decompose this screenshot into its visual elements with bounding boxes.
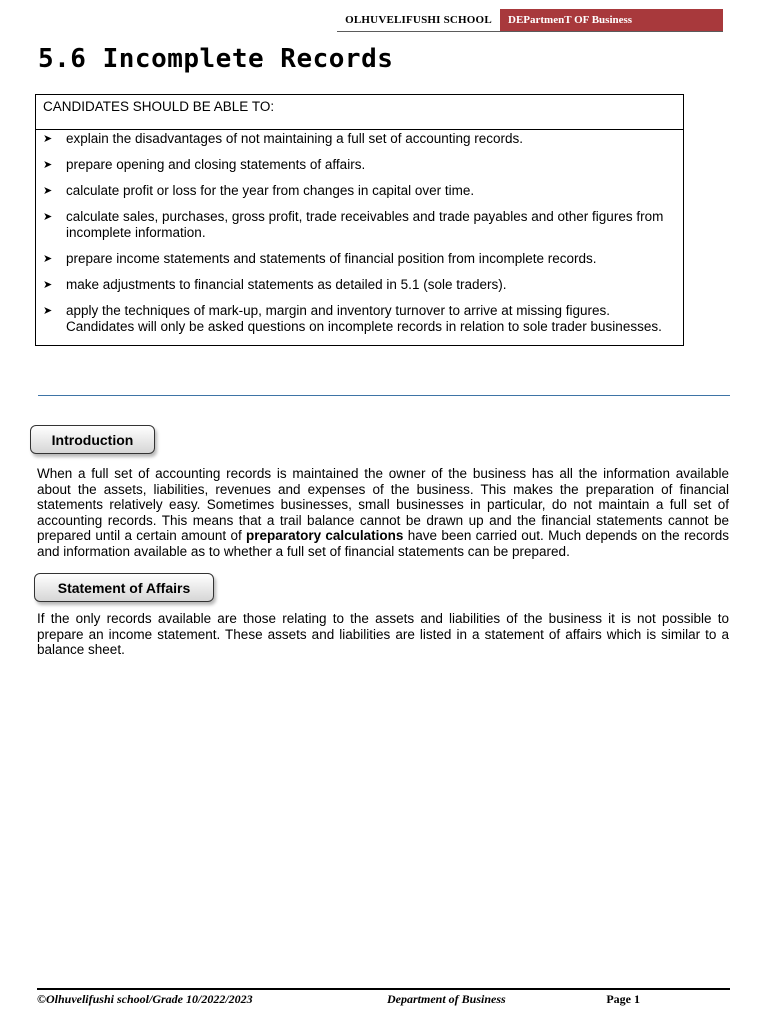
objective-text: prepare income statements and statements of financial position from incomplete records. — [66, 251, 597, 266]
list-item — [36, 183, 683, 199]
arrowhead-bullet-icon: ➤ — [43, 210, 53, 223]
introduction-label: Introduction — [30, 425, 155, 454]
arrowhead-bullet-icon: ➤ — [43, 158, 53, 171]
objective-text: calculate sales, purchases, gross profit, trade receivables and trade payables and other figures from incomplete information. — [66, 209, 664, 240]
arrowhead-bullet-icon: ➤ — [43, 252, 53, 265]
arrowhead-bullet-icon: ➤ — [43, 184, 53, 197]
department-tab: DEPartmenT OF Business — [500, 9, 723, 31]
footer-divider — [37, 988, 730, 990]
arrowhead-bullet-icon: ➤ — [43, 278, 53, 291]
introduction-text-start: When a full set of accounting records is maintained the owner of the business has all the information available about the assets, liabilities, revenues and expenses of the business. This makes the preparation of financial statements relatively easy. Sometimes businesses, small businesses in particular, do not maintain a full set of accounting records. This means that a trail balance cannot be drawn up and the financial statements cannot be prepared until a certain amount of — [37, 466, 729, 544]
objectives-list — [36, 130, 683, 345]
introduction-paragraph — [37, 466, 729, 560]
list-item — [36, 131, 683, 147]
footer-department: Department of Business — [387, 992, 506, 1006]
list-item — [36, 277, 683, 293]
statement-of-affairs-label: Statement of Affairs — [34, 573, 214, 602]
bold-term: preparatory calculations — [246, 528, 404, 544]
statement-of-affairs-paragraph: If the only records available are those relating to the assets and liabilities of the business it is not possible to prepare an income statement. These assets and liabilities are listed in a statement of affairs which is similar to a balance sheet. — [37, 611, 729, 658]
page-footer — [37, 992, 730, 1008]
list-item — [36, 209, 683, 241]
arrowhead-bullet-icon: ➤ — [43, 304, 53, 317]
page-header — [337, 9, 723, 32]
objective-text: explain the disadvantages of not maintaining a full set of accounting records. — [66, 131, 524, 146]
footer-copyright: ©Olhuvelifushi school/Grade 10/2022/2023 — [37, 992, 253, 1006]
objective-text: apply the techniques of mark-up, margin and inventory turnover to arrive at missing figures. Candidates will only be asked questions on incomplete records in relation to sole trader businesses. — [66, 303, 662, 334]
list-item — [36, 251, 683, 267]
objectives-heading: CANDIDATES SHOULD BE ABLE TO: — [36, 95, 683, 130]
objective-text: make adjustments to financial statements as detailed in 5.1 (sole traders). — [66, 277, 507, 292]
page-number: Page 1 — [606, 992, 640, 1006]
list-item — [36, 303, 683, 335]
page-title: 5.6 Incomplete Records — [38, 44, 394, 74]
objective-text: calculate profit or loss for the year from changes in capital over time. — [66, 183, 475, 198]
objective-text: prepare opening and closing statements of affairs. — [66, 157, 366, 172]
school-name: OLHUVELIFUSHI SCHOOL — [345, 14, 492, 26]
learning-objectives-box — [35, 94, 684, 346]
introduction-text-end: have been carried out. Much depends on the records and information available as to whether a full set of financial statements can be prepared. — [37, 528, 729, 559]
section-divider — [38, 395, 730, 396]
list-item — [36, 157, 683, 173]
arrowhead-bullet-icon: ➤ — [43, 132, 53, 145]
